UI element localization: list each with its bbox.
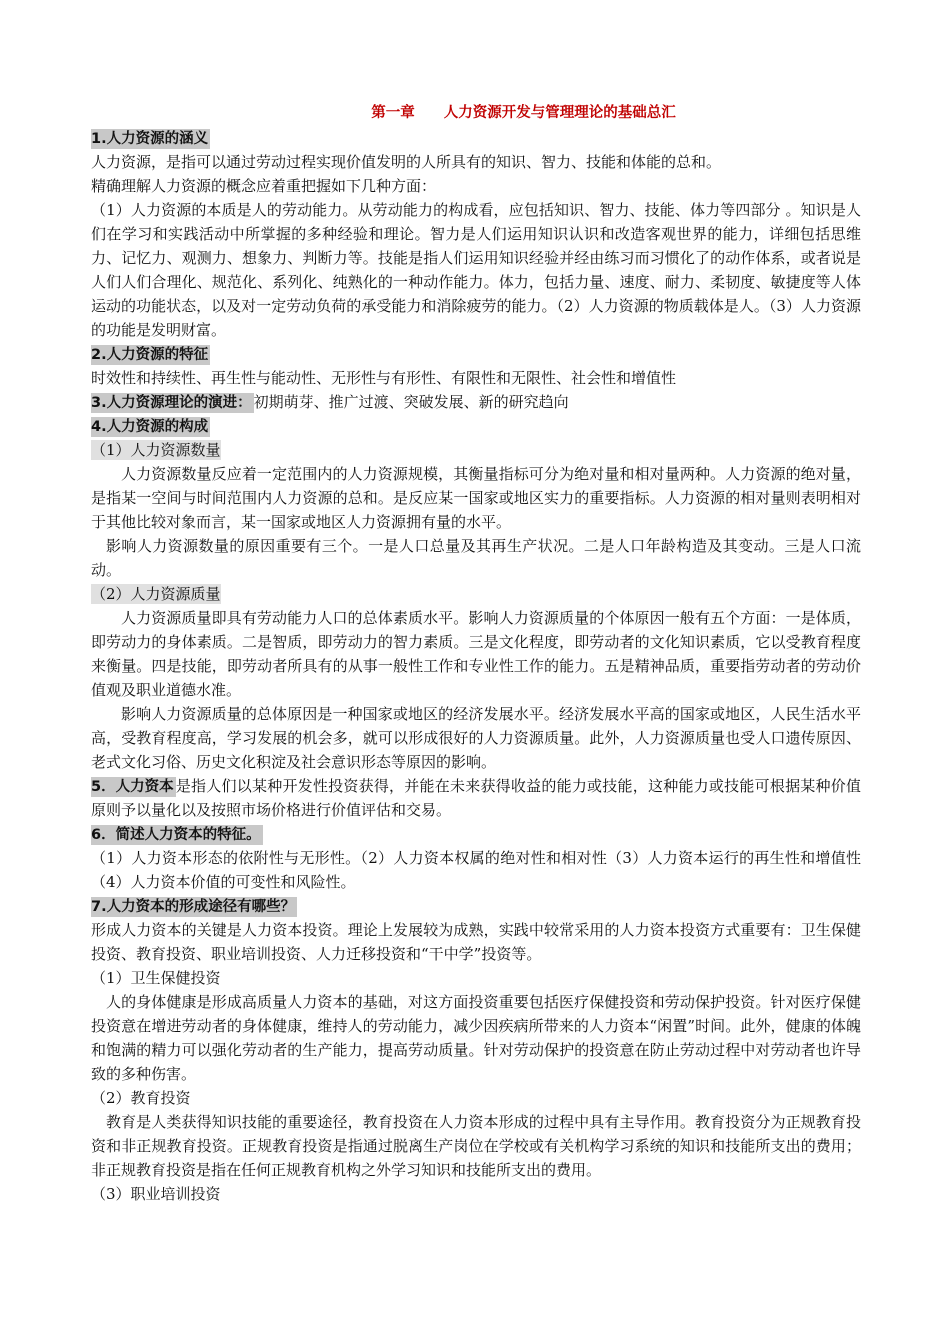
document-page xyxy=(91,100,861,1206)
subheading: （1）人力资源数量 xyxy=(91,441,221,459)
section-heading-5: 5．人力资本 xyxy=(91,779,174,795)
subheading: （1）卫生保健投资 xyxy=(91,969,221,987)
chapter-title: 第一章 人力资源开发与管理理论的基础总汇 xyxy=(371,105,676,121)
paragraph: 人力资源质量即具有劳动能力人口的总体素质水平。影响人力资源质量的个体原因一般有五个方面：一是体质，即劳动力的身体素质。二是智质，即劳动力的智力素质。三是文化程度，即劳动者的文化知识素质，它以受教育程度来衡量。四是技能，即劳动者所具有的从事一般性工作和专业性工作的能力。五是精神品质，重要指劳动者的劳动价值观及职业道德水准。 xyxy=(91,609,861,699)
section-heading-6: 6．简述人力资本的特征。 xyxy=(91,827,261,843)
subheading: （2）人力资源质量 xyxy=(91,585,221,603)
paragraph: 教育是人类获得知识技能的重要途径，教育投资在人力资本形成的过程中具有主导作用。教育投资分为正规教育投资和非正规教育投资。正规教育投资是指通过脱离生产岗位在学校或有关机构学习系统的知识和技能所支出的费用；非正规教育投资是指在任何正规教育机构之外学习知识和技能所支出的费用。 xyxy=(91,1113,861,1179)
paragraph: 精确理解人力资源的概念应着重把握如下几种方面： xyxy=(91,177,437,195)
paragraph: （1）人力资源的本质是人的劳动能力。从劳动能力的构成看，应包括知识、智力、技能、体力等四部分 。知识是人们在学习和实践活动中所掌握的多种经验和理论。智力是人们运用知识认识和改造客观世界的能力，详细包括思维力、记忆力、观测力、想象力、判断力等。技能是指人们运用知识经验并经由练习而习惯化了的动作体系，或者说是人们人们合理化、规范化、系列化、纯熟化的一种动作能力。体力，包括力量、速度、耐力、柔韧度、敏捷度等人体运动的功能状态，以及对一定劳动负荷的承受能力和消除疲劳的能力。（2）人力资源的物质载体是人。（3）人力资源的功能是发明财富。 xyxy=(91,201,861,339)
paragraph: 人的身体健康是形成高质量人力资本的基础，对这方面投资重要包括医疗保健投资和劳动保护投资。针对医疗保健投资意在增进劳动者的身体健康，维持人的劳动能力，减少因疾病所带来的人力资本“闲置”时间。此外，健康的体魄和饱满的精力可以强化劳动者的生产能力，提高劳动质量。针对劳动保护的投资意在防止劳动过程中对劳动者也许导致的多种伤害。 xyxy=(91,993,861,1083)
section-3-text: 初期萌芽、推广过渡、突破发展、新的研究趋向 xyxy=(253,393,569,411)
section-heading-1: 1.人力资源的涵义 xyxy=(91,131,209,147)
paragraph: 时效性和持续性、再生性与能动性、无形性与有形性、有限性和无限性、社会性和增值性 xyxy=(91,369,677,387)
paragraph: （1）人力资本形态的依附性与无形性。（2）人力资本权属的绝对性和相对性（3）人力资本运行的再生性和增值性（4）人力资本价值的可变性和风险性。 xyxy=(91,849,861,891)
section-5-text: 是指人们以某种开发性投资获得，并能在未来获得收益的能力或技能，这种能力或技能可根据某种价值原则予以量化以及按照市场价格进行价值评估和交易。 xyxy=(91,777,861,819)
section-5-line xyxy=(91,774,861,822)
section-3-line xyxy=(91,390,861,414)
paragraph: 影响人力资源数量的原因重要有三个。一是人口总量及其再生产状况。二是人口年龄构造及其变动。三是人口流动。 xyxy=(91,537,861,579)
paragraph: 人力资源，是指可以通过劳动过程实现价值发明的人所具有的知识、智力、技能和体能的总和。 xyxy=(91,153,722,171)
paragraph: 人力资源数量反应着一定范围内的人力资源规模，其衡量指标可分为绝对量和相对量两种。人力资源的绝对量，是指某一空间与时间范围内人力资源的总和。是反应某一国家或地区实力的重要指标。人力资源的相对量则表明相对于其他比较对象而言，某一国家或地区人力资源拥有量的水平。 xyxy=(91,465,861,531)
section-heading-3: 3.人力资源理论的演进： xyxy=(91,395,252,411)
section-heading-2: 2.人力资源的特征 xyxy=(91,347,209,363)
paragraph: 形成人力资本的关键是人力资本投资。理论上发展较为成熟，实践中较常采用的人力资本投资方式重要有：卫生保健投资、教育投资、职业培训投资、人力迁移投资和“干中学”投资等。 xyxy=(91,921,861,963)
subheading: （2）教育投资 xyxy=(91,1089,191,1107)
paragraph: 影响人力资源质量的总体原因是一种国家或地区的经济发展水平。经济发展水平高的国家或地区，人民生活水平高，受教育程度高，学习发展的机会多，就可以形成很好的人力资源质量。此外，人力资源质量也受人口遗传原因、老式文化习俗、历史文化积淀及社会意识形态等原因的影响。 xyxy=(91,705,861,771)
section-heading-4: 4.人力资源的构成 xyxy=(91,419,209,435)
section-heading-7: 7.人力资本的形成途径有哪些？ xyxy=(91,899,296,915)
subheading: （3）职业培训投资 xyxy=(91,1185,221,1203)
